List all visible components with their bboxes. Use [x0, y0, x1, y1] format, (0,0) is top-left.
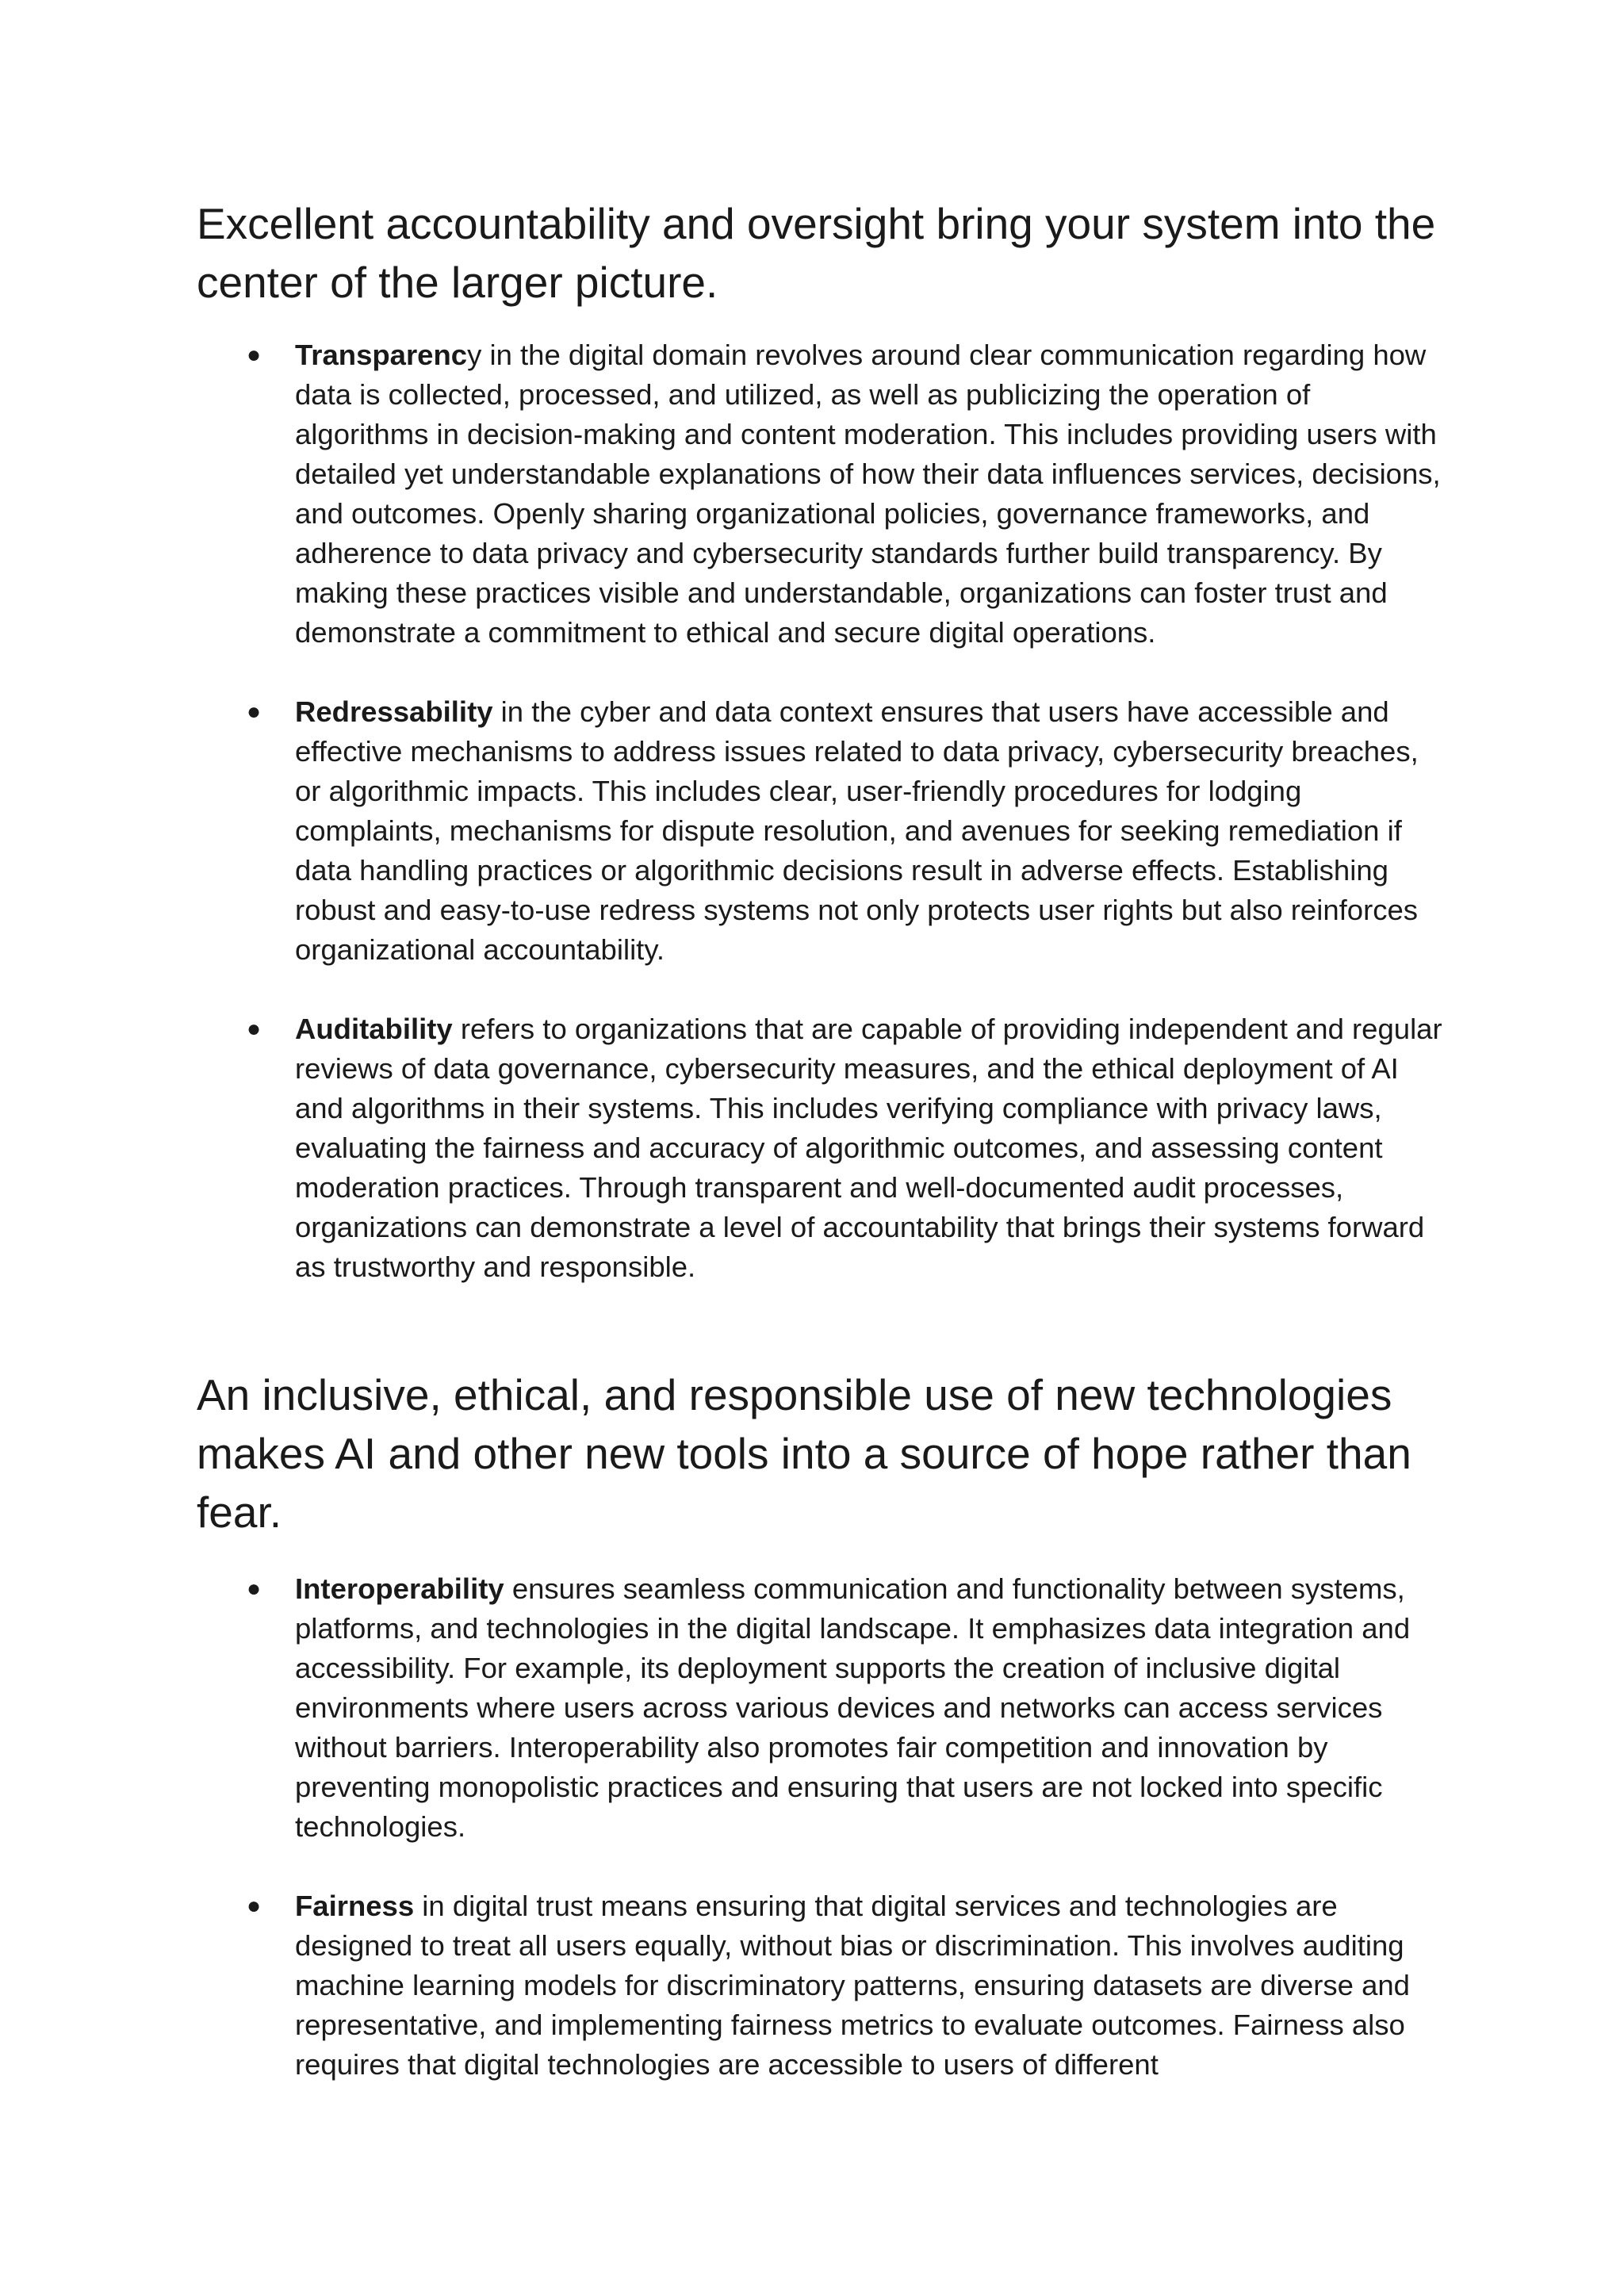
term-interoperability: Interoperability	[295, 1572, 504, 1605]
term-transparency: Transparenc	[295, 339, 468, 371]
bullet-transparency	[197, 335, 1450, 653]
bullet-dot-icon: ●	[247, 342, 262, 368]
bullet-redressability	[197, 692, 1450, 970]
bullet-dot-icon: ●	[247, 1016, 262, 1042]
term-redressability: Redressability	[295, 695, 493, 728]
bullet-text-auditability: refers to organizations that are capable of providing independent and regular reviews of data governance, cybersecurity measures, and the ethical deployment of AI and algorithms in their systems. This includes verifying compliance with privacy laws, evaluating the fairness and accuracy of algorithmic outcomes, and assessing content moderation practices. Through transparent and well-documented audit processes, organizations can demonstrate a level of accountability that brings their systems forward as trustworthy and responsible.	[295, 1013, 1442, 1283]
bullet-auditability	[197, 1009, 1450, 1287]
ethics-section	[197, 1365, 1450, 2085]
bullet-interoperability	[197, 1569, 1450, 1847]
bullet-text-redressability: in the cyber and data context ensures that users have accessible and effective mechanisms to address issues related to data privacy, cybersecurity breaches, or algorithmic impacts. This includes clear, user-friendly procedures for lodging complaints, mechanisms for dispute resolution, and avenues for seeking remediation if data handling practices or algorithmic decisions result in adverse effects. Establishing robust and easy-to-use redress systems not only protects user rights but also reinforces organizational accountability.	[295, 695, 1419, 966]
term-auditability: Auditability	[295, 1013, 453, 1045]
bullet-dot-icon: ●	[247, 699, 262, 725]
accountability-bullet-list	[197, 335, 1450, 1287]
ethics-bullet-list	[197, 1569, 1450, 2085]
accountability-section	[197, 194, 1450, 1287]
bullet-dot-icon: ●	[247, 1576, 262, 1602]
term-fairness: Fairness	[295, 1890, 415, 1922]
bullet-text-transparency: y in the digital domain revolves around clear communication regarding how data is collected, processed, and utilized, as well as publicizing the operation of algorithms in decision-making and content moderation. This includes providing users with detailed yet understandable explanations of how their data influences services, decisions, and outcomes. Openly sharing organizational policies, governance frameworks, and adherence to data privacy and cybersecurity standards further build transparency. By making these practices visible and understandable, organizations can foster trust and demonstrate a commitment to ethical and secure digital operations.	[295, 339, 1441, 649]
bullet-text-fairness: in digital trust means ensuring that digital services and technologies are designed to treat all users equally, without bias or discrimination. This involves auditing machine learning models for discriminatory patterns, ensuring datasets are diverse and representative, and implementing fairness metrics to evaluate outcomes. Fairness also requires that digital technologies are accessible to users of different	[295, 1890, 1410, 2081]
section-heading-accountability: Excellent accountability and oversight bring your system into the center of the larger picture.	[197, 199, 1436, 307]
bullet-text-interoperability: ensures seamless communication and functionality between systems, platforms, and technologies in the digital landscape. It emphasizes data integration and accessibility. For example, its deployment supports the creation of inclusive digital environments where users across various devices and networks can access services without barriers. Interoperability also promotes fair competition and innovation by preventing monopolistic practices and ensuring that users are not locked into specific technologies.	[295, 1572, 1411, 1843]
bullet-fairness	[197, 1886, 1450, 2085]
section-heading-ethics: An inclusive, ethical, and responsible use of new technologies makes AI and other new tools into a source of hope rather than fear.	[197, 1370, 1411, 1537]
bullet-dot-icon: ●	[247, 1893, 262, 1919]
